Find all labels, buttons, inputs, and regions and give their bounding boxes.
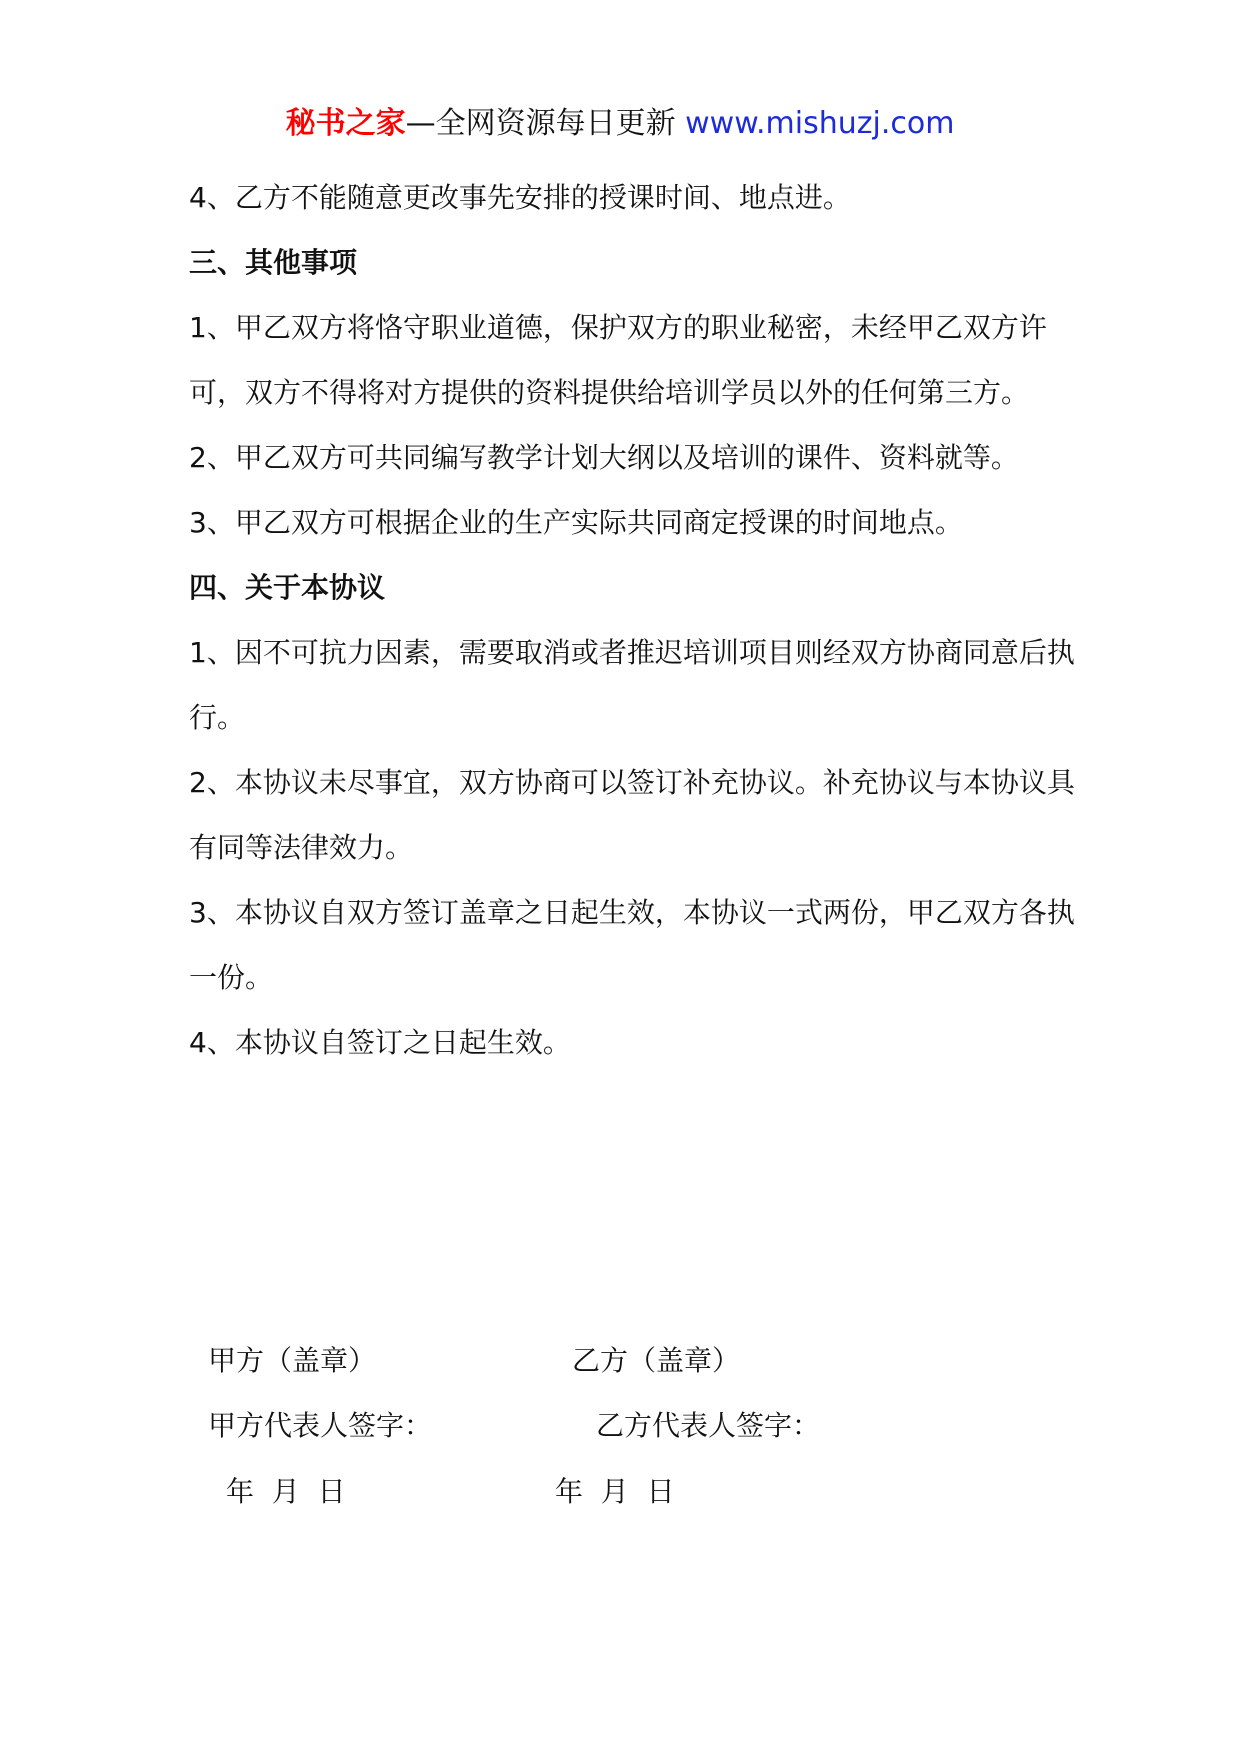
site-header bbox=[0, 100, 1240, 148]
party-a-rep-label: 甲方代表人签字： bbox=[208, 1409, 433, 1442]
clause-c-3: 3、甲乙双方可根据企业的生产实际共同商定授课的时间地点。 bbox=[189, 506, 963, 539]
party-a-seal-label: 甲方（盖章） bbox=[208, 1344, 377, 1377]
section-heading-other-matters: 三、其他事项 bbox=[189, 246, 358, 279]
clause-d-2: 2、本协议未尽事宜，双方协商可以签订补充协议。补充协议与本协议具有同等法律效力。 bbox=[189, 766, 1075, 864]
section-heading-about-agreement: 四、关于本协议 bbox=[189, 571, 386, 604]
site-url-link[interactable]: www.mishuzj.com bbox=[685, 106, 955, 141]
brand-name: 秘书之家 bbox=[285, 106, 406, 141]
header-tagline: —全网资源每日更新 bbox=[405, 106, 686, 141]
clause-b-4: 4、乙方不能随意更改事先安排的授课时间、地点进。 bbox=[189, 181, 851, 214]
clause-d-3: 3、本协议自双方签订盖章之日起生效，本协议一式两份，甲乙双方各执一份。 bbox=[189, 896, 1075, 994]
clause-c-2: 2、甲乙双方可共同编写教学计划大纲以及培训的课件、资料就等。 bbox=[189, 441, 1019, 474]
clause-d-1: 1、因不可抗力因素，需要取消或者推迟培训项目则经双方协商同意后执行。 bbox=[189, 636, 1075, 734]
party-b-seal-label: 乙方（盖章） bbox=[572, 1344, 741, 1377]
document-body bbox=[189, 165, 1089, 1075]
party-b-date-label: 年 月 日 bbox=[555, 1475, 675, 1508]
clause-d-4: 4、本协议自签订之日起生效。 bbox=[189, 1026, 571, 1059]
party-b-rep-label: 乙方代表人签字： bbox=[596, 1409, 821, 1442]
clause-c-1: 1、甲乙双方将恪守职业道德，保护双方的职业秘密，未经甲乙双方许可，双方不得将对方提供的资料提供给培训学员以外的任何第三方。 bbox=[189, 311, 1047, 409]
party-a-date-label: 年 月 日 bbox=[226, 1475, 346, 1508]
